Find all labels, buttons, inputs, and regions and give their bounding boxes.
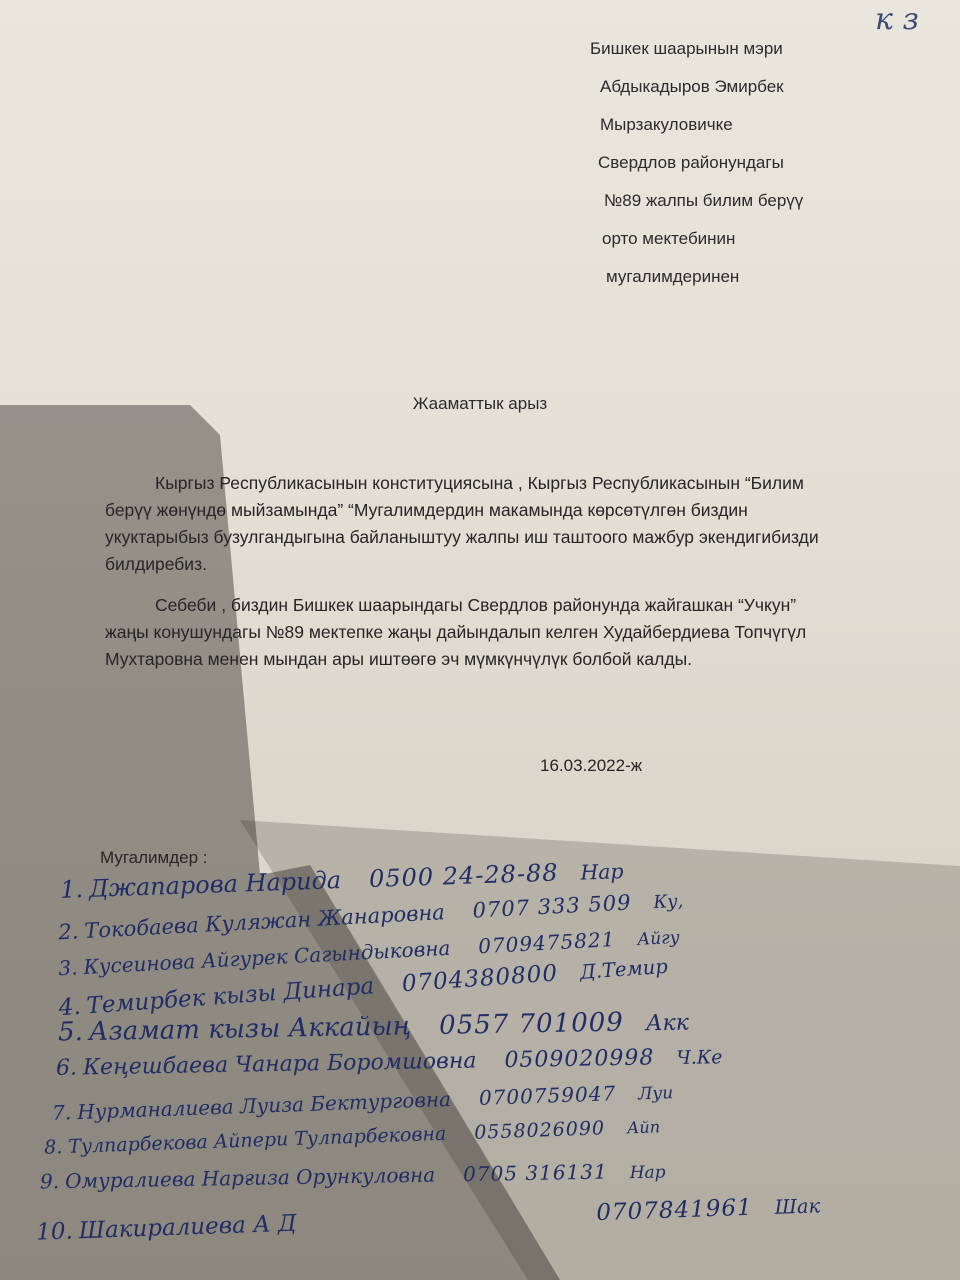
document-title: Жааматтык арыз — [412, 394, 548, 413]
handwritten-signature: Ч.Ке — [676, 1047, 723, 1069]
handwritten-signature: Акк — [645, 1009, 690, 1037]
addressee-line: мугалимдеринен — [606, 267, 740, 286]
signature-name: Кусеинова Айгурек Сагындыковна — [82, 935, 451, 979]
signature-number: 4. — [57, 993, 82, 1022]
body-paragraph: Кыргыз Республикасынын конституциясына , Кыргыз Республикасынын “Билим берүү жөнүндө мыйзамында” “Мугалимдердин макамында көрсөтүлгөн биздин укуктарыбыз бузулгандыгына байланыштуу жалпы иш таштоого мажбур экендигибизди билдиребиз. — [105, 473, 819, 574]
signature-phone: 0707 333 509 — [472, 890, 633, 923]
addressee-line: Мырзакуловичке — [600, 115, 733, 134]
signature-number: 1. — [59, 875, 84, 904]
signature-name: Кеңешбаева Чанара Боромшовна — [82, 1048, 477, 1081]
signature-phone: 0705 316131 — [462, 1159, 608, 1187]
signature-number: 10. — [35, 1218, 74, 1246]
signature-number: 2. — [57, 919, 80, 945]
handwritten-corner-mark: к з — [875, 2, 919, 37]
signature-phone: 0700759047 — [478, 1081, 617, 1110]
signature-phone: 0509020998 — [504, 1045, 655, 1073]
addressee-line: Абдыкадыров Эмирбек — [600, 77, 784, 96]
body-paragraph: Себеби , биздин Бишкек шаарындагы Свердлов районунда жайгашкан “Учкун” жаңы конушундагы №89 мектепке жаңы дайындалып келген Худайбердиева Топчүгүл Мухтаровна менен мындан ары иштөөгө эч мүмкүнчүлүк болбой калды. — [105, 595, 807, 669]
handwritten-signature: Айгу — [636, 927, 681, 950]
addressee-line: Свердлов районундагы — [598, 153, 784, 172]
handwritten-signature: Нар — [580, 859, 624, 885]
signature-phone: 0707841961 — [595, 1194, 754, 1227]
handwritten-signature: Ку, — [652, 890, 684, 914]
signature-number: 9. — [39, 1169, 60, 1194]
signature-number: 8. — [43, 1136, 63, 1159]
signature-name: Омуралиева Нарғиза Орункуловна — [64, 1162, 436, 1194]
signature-name: Азамат кызы Аккайың — [88, 1011, 412, 1047]
signature-phone: 0558026090 — [473, 1117, 606, 1144]
signature-number: 6. — [55, 1055, 78, 1081]
signature-phone: 0500 24-28-88 — [368, 858, 559, 894]
signature-name: Тулпарбекова Айпери Тулпарбековна — [67, 1122, 447, 1158]
document-body — [105, 470, 835, 687]
signature-number: 5. — [57, 1017, 84, 1048]
addressee-block — [590, 30, 890, 296]
signature-name: Темирбек кызы Динара — [85, 973, 375, 1020]
signature-phone: 0557 701009 — [438, 1007, 625, 1041]
handwritten-signature: Шак — [774, 1194, 821, 1219]
teachers-label: Мугалимдер : — [100, 848, 208, 867]
handwritten-signature: Нар — [629, 1162, 666, 1184]
document-date: 16.03.2022-ж — [540, 756, 643, 775]
handwritten-signature: Луи — [637, 1083, 674, 1105]
addressee-line: №89 жалпы билим берүү — [604, 191, 804, 210]
signature-phone: 0709475821 — [477, 927, 616, 959]
addressee-line: Бишкек шаарынын мэри — [590, 39, 783, 58]
signature-name: Шакиралиева А Д — [78, 1210, 297, 1245]
signature-number: 3. — [57, 955, 79, 981]
signature-name: Нурманалиева Луиза Бектурговна — [76, 1086, 452, 1124]
signature-name: Токобаева Куляжан Жанаровна — [83, 900, 446, 943]
handwritten-signature: Д.Темир — [579, 954, 669, 984]
signature-number: 7. — [51, 1100, 72, 1125]
signature-phone: 0704380800 — [401, 960, 559, 998]
signature-name: Джапарова Нарида — [88, 866, 342, 903]
addressee-line: орто мектебинин — [602, 229, 736, 248]
handwritten-signature: Айп — [626, 1117, 661, 1138]
